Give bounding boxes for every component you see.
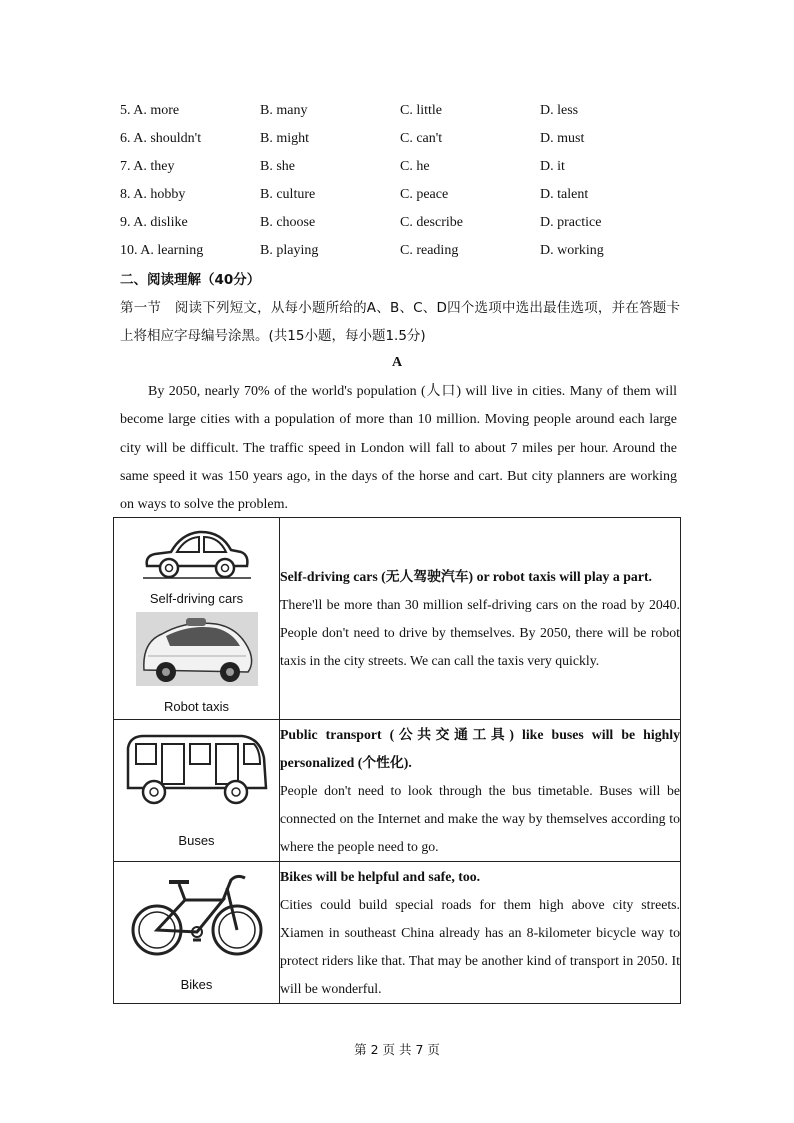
option-b: B. she: [260, 159, 295, 174]
row-body: Cities could build special roads for them high above city streets. Xiamen in southeast China already has an 8-kilometer bicycle way to protect riders like that. That may be another kind of transport in 2050. It will be wonderful.: [280, 897, 680, 996]
passage-label: A: [391, 355, 403, 370]
caption-self-driving-cars: Self-driving cars: [149, 591, 244, 606]
option-d: D. practice: [540, 215, 602, 230]
option-b: B. many: [260, 103, 308, 118]
option-a: 10. A. learning: [120, 243, 204, 258]
table-row: [114, 862, 681, 1004]
car-icon: [141, 522, 253, 584]
question-row: [120, 153, 680, 181]
section-instruction: 第一节 阅读下列短文，从每小题所给的A、B、C、D四个选项中选出最佳选项，并在答题卡上将相应字母编号涂黑。(共15小题，每小题1.5分): [120, 300, 680, 344]
page-footer: 第 2 页 共 7 页: [354, 1042, 440, 1057]
section-title: 二、阅读理解（40分）: [120, 272, 261, 288]
caption-robot-taxis: Robot taxis: [163, 699, 230, 714]
passage-text: By 2050, nearly 70% of the world's population (人口) will live in cities. Many of them will become large cities with a population of more than 10 million. Moving people around each large city will be difficult. The traffic speed in London will fall to about 7 miles per hour. Around the same speed it was 150 years ago, in the days of the horse and cart. But city planners are working on ways to solve the problem.: [120, 384, 677, 513]
option-a: 9. A. dislike: [120, 215, 188, 230]
robot-taxi-icon: [136, 612, 258, 686]
picture-cell: [114, 720, 280, 862]
picture-cell: [114, 518, 280, 720]
option-d: D. talent: [540, 187, 589, 202]
option-b: B. choose: [260, 215, 316, 230]
caption-bikes: Bikes: [180, 977, 213, 992]
picture-cell: [114, 862, 280, 1004]
table-row: [114, 720, 681, 862]
option-a: 6. A. shouldn't: [120, 131, 202, 146]
row-heading: Bikes will be helpful and safe, too.: [280, 869, 481, 884]
option-d: D. it: [540, 159, 565, 174]
row-body: People don't need to look through the bus timetable. Buses will be connected on the Internet and make the way by themselves according to where the people need to go.: [280, 783, 680, 854]
option-c: C. little: [400, 103, 442, 118]
caption-buses: Buses: [178, 833, 215, 848]
question-row: [120, 237, 680, 265]
question-row: [120, 125, 680, 153]
option-a: 8. A. hobby: [120, 187, 186, 202]
option-a: 5. A. more: [120, 103, 180, 118]
text-cell: [280, 862, 681, 1004]
question-row: [120, 209, 680, 237]
option-d: D. less: [540, 103, 579, 118]
option-b: B. culture: [260, 187, 316, 202]
question-row: [120, 97, 680, 125]
row-heading: Public transport (公共交通工具) like buses will be highly personalized (个性化).: [280, 727, 680, 770]
transport-table: [113, 517, 681, 1004]
option-c: C. reading: [400, 243, 459, 258]
text-cell: [280, 518, 681, 720]
option-c: C. peace: [400, 187, 449, 202]
text-cell: [280, 720, 681, 862]
option-a: 7. A. they: [120, 159, 175, 174]
option-c: C. describe: [400, 215, 463, 230]
answer-options: [120, 97, 680, 265]
option-d: D. must: [540, 131, 585, 146]
option-d: D. working: [540, 243, 604, 258]
table-row: [114, 518, 681, 720]
bus-icon: [122, 728, 272, 812]
option-b: B. might: [260, 131, 310, 146]
option-b: B. playing: [260, 243, 319, 258]
option-c: C. can't: [400, 131, 443, 146]
question-row: [120, 181, 680, 209]
row-body: There'll be more than 30 million self-driving cars on the road by 2040. People don't need to drive by themselves. By 2050, there will be robot taxis in the city streets. We can call the taxis very quickly.: [280, 597, 680, 668]
row-heading: Self-driving cars (无人驾驶汽车) or robot taxis will play a part.: [280, 569, 652, 584]
option-c: C. he: [400, 159, 430, 174]
bike-icon: [127, 870, 267, 962]
